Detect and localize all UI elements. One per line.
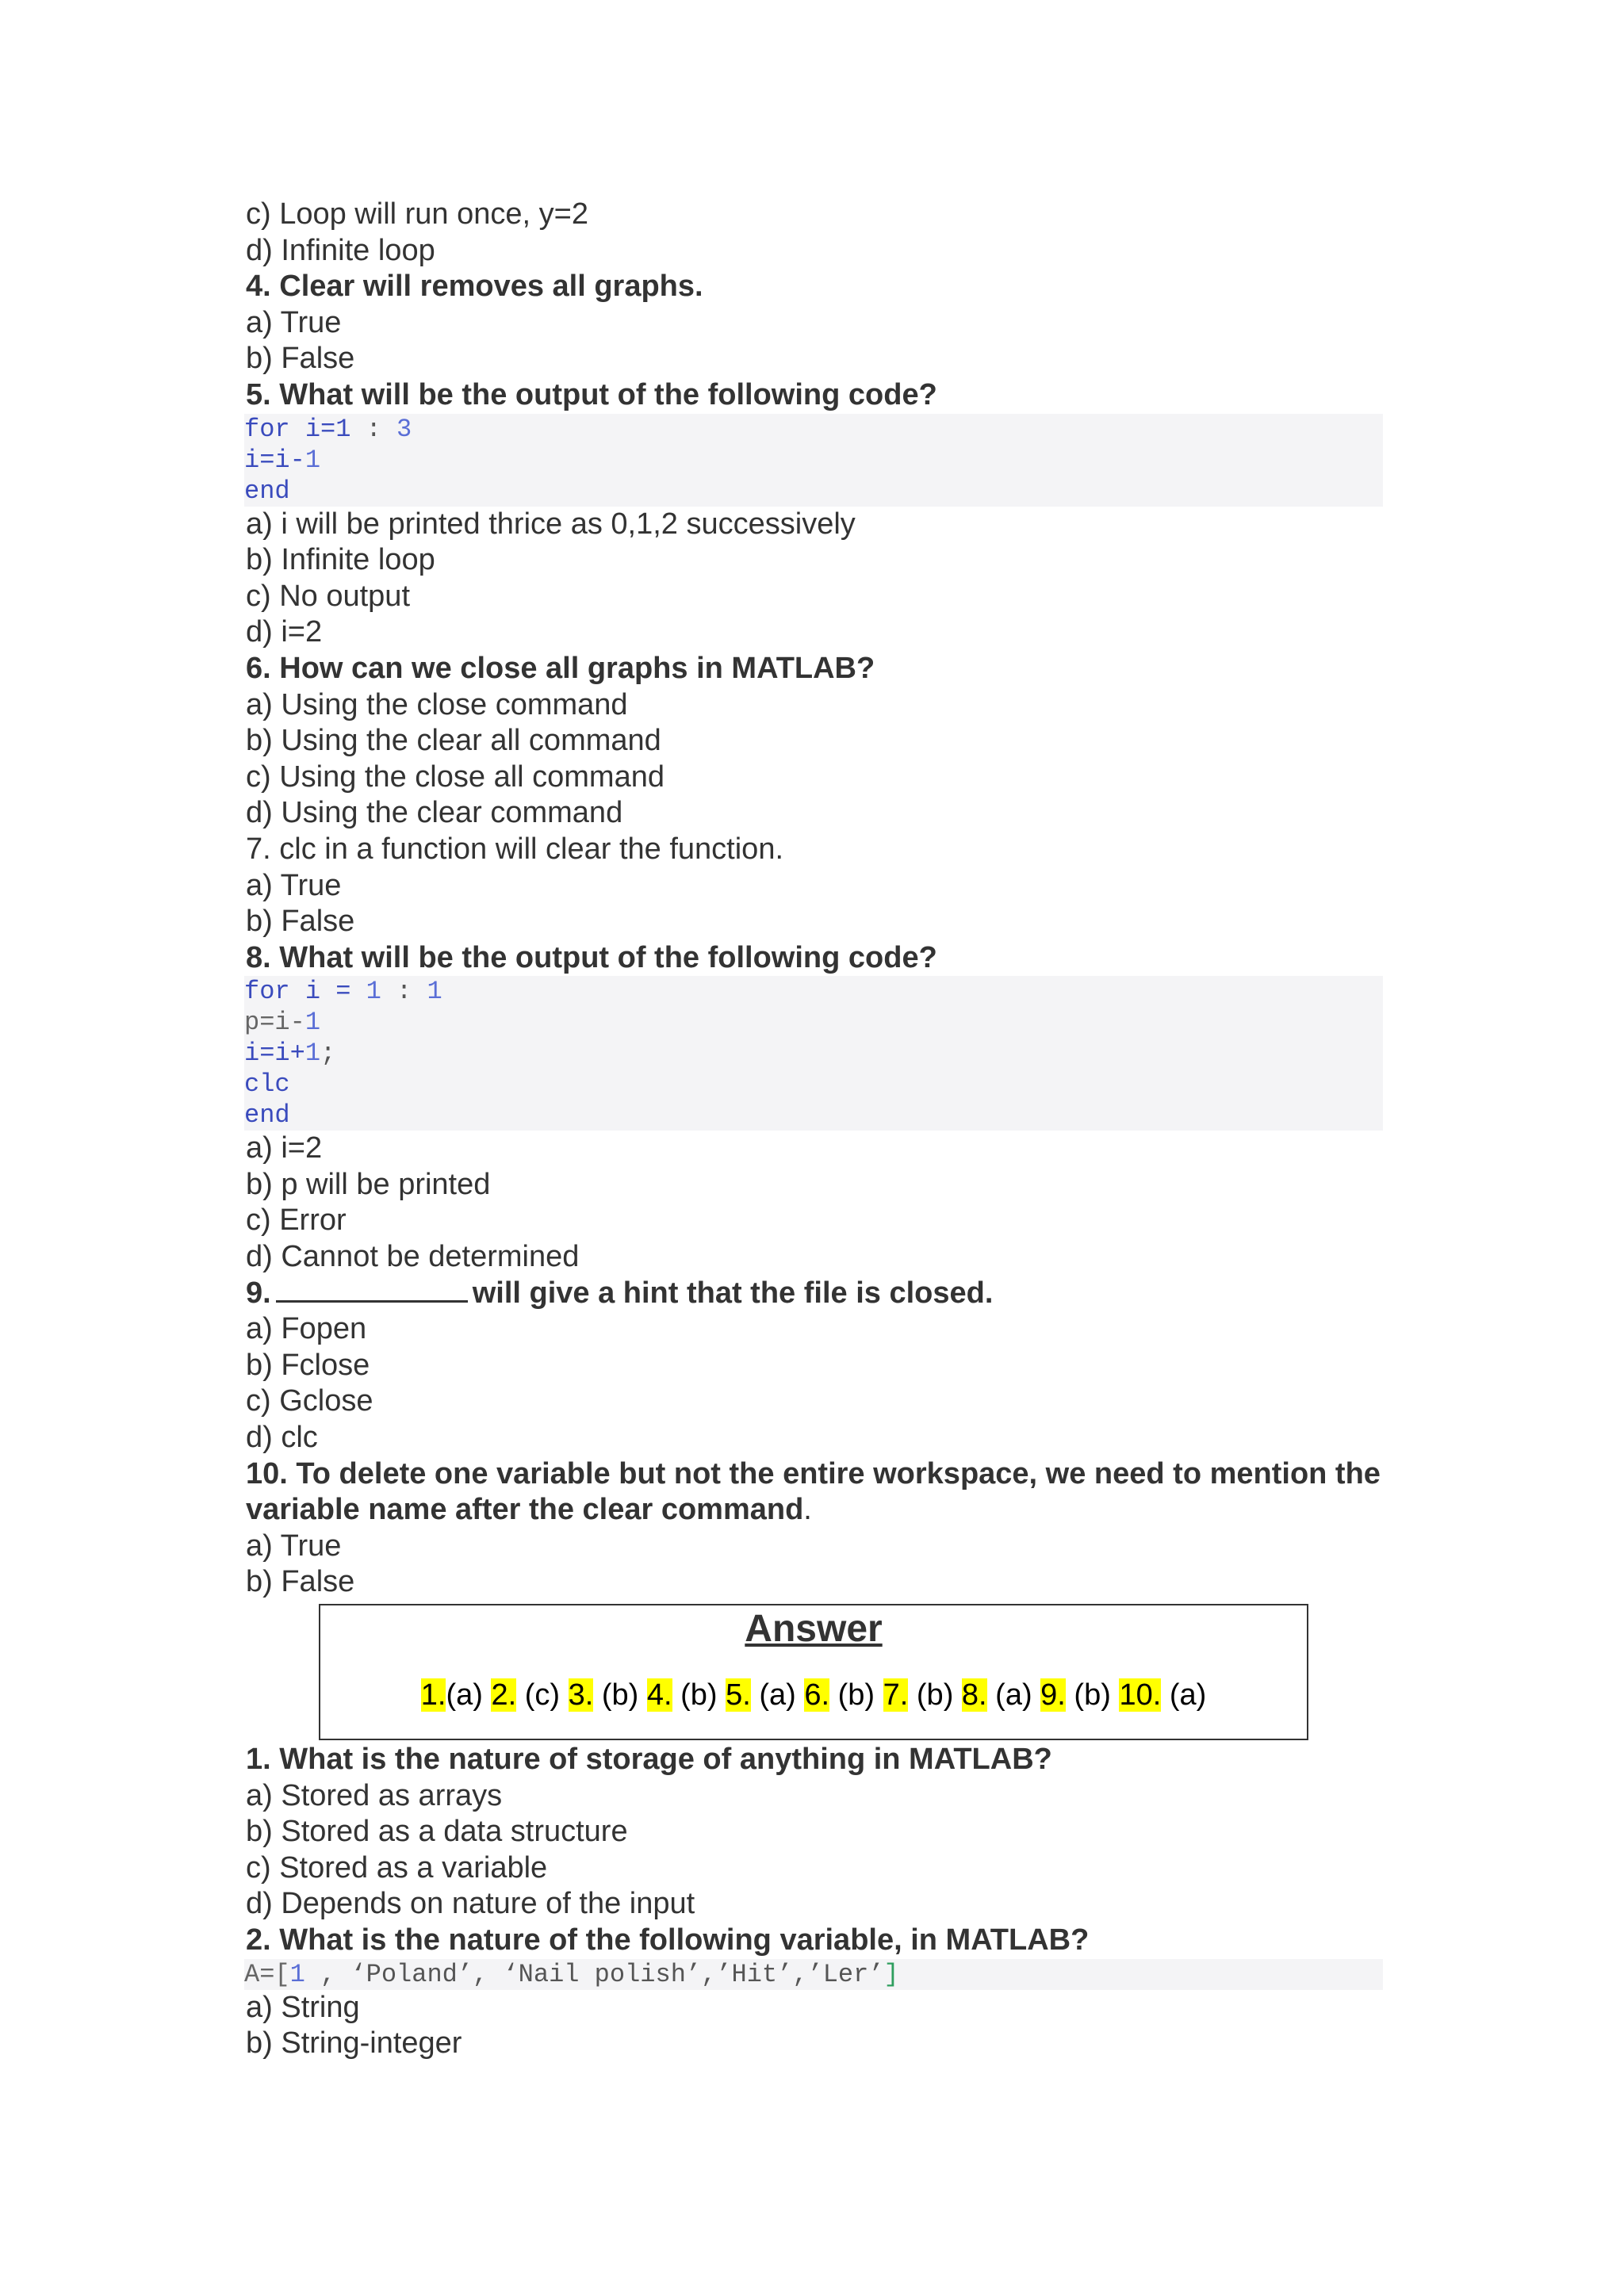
- answer-value: (a): [750, 1678, 805, 1712]
- option-line: a) Fopen: [246, 1312, 367, 1346]
- option-line: b) Stored as a data structure: [246, 1815, 628, 1849]
- answer-value: (a): [1161, 1678, 1207, 1712]
- code-token: 1: [304, 1039, 321, 1069]
- code-token: clc: [244, 1070, 290, 1100]
- option-line: d) Using the clear command: [246, 796, 623, 830]
- code-line: [244, 445, 1383, 476]
- code-token: 3: [396, 414, 412, 444]
- answer-number: 10.: [1119, 1678, 1162, 1712]
- option-line: d) Infinite loop: [246, 233, 435, 267]
- code-token: , ‘Poland’, ‘Nail polish’,’Hit’,’Ler’: [304, 1959, 884, 1989]
- answer-value: (b): [908, 1678, 962, 1712]
- code-token: i=i-: [244, 445, 305, 475]
- question-1: 1. What is the nature of storage of anything in MATLAB?: [246, 1743, 1052, 1776]
- code-token: i =: [289, 977, 366, 1007]
- code-block-q5: [244, 414, 1383, 507]
- question-6: 6. How can we close all graphs in MATLAB?: [246, 651, 875, 685]
- answer-number: 1.: [420, 1678, 446, 1712]
- option-line: a) String: [246, 1990, 360, 2024]
- code-line: [244, 476, 1383, 507]
- answer-value: (a): [986, 1678, 1041, 1712]
- answer-value: (b): [593, 1678, 647, 1712]
- answer-number: 7.: [883, 1678, 909, 1712]
- option-line: c) Using the close all command: [246, 760, 665, 794]
- option-line: a) i=2: [246, 1131, 323, 1165]
- answer-number: 5.: [726, 1678, 751, 1712]
- question-9: [246, 1276, 1383, 1312]
- code-token: 1: [304, 1008, 321, 1038]
- answer-key-row: [320, 1675, 1307, 1715]
- option-line: c) No output: [246, 579, 410, 613]
- question-9-number: 9.: [246, 1276, 271, 1310]
- code-token: :: [350, 414, 397, 444]
- option-line: d) Depends on nature of the input: [246, 1887, 695, 1921]
- code-token: 1: [366, 977, 381, 1007]
- option-line: b) False: [246, 1565, 355, 1599]
- option-line: a) i will be printed thrice as 0,1,2 successively: [246, 507, 856, 541]
- code-token: for: [244, 977, 290, 1007]
- answer-number: 6.: [804, 1678, 830, 1712]
- option-line: a) True: [246, 305, 342, 339]
- option-line: a) Using the close command: [246, 687, 628, 721]
- answer-key-box: [319, 1604, 1308, 1740]
- code-line: [244, 1007, 1383, 1038]
- option-line: b) String-integer: [246, 2026, 462, 2061]
- code-token: p=i-: [244, 1008, 305, 1038]
- code-block-q2: [244, 1959, 1383, 1990]
- answer-number: 8.: [961, 1678, 987, 1712]
- code-token: 1: [289, 1959, 305, 1989]
- answer-number: 9.: [1040, 1678, 1066, 1712]
- code-token: end: [244, 1100, 290, 1131]
- code-line: [244, 414, 1383, 445]
- answer-value: (b): [829, 1678, 883, 1712]
- question-4: 4. Clear will removes all graphs.: [246, 270, 703, 304]
- code-line: [244, 1100, 1383, 1131]
- option-line: d) clc: [246, 1421, 318, 1455]
- code-line: [244, 976, 1383, 1007]
- document-page: [246, 197, 1383, 2062]
- option-line: b) Infinite loop: [246, 543, 435, 577]
- answer-value: (b): [672, 1678, 726, 1712]
- option-line: b) False: [246, 342, 355, 376]
- question-7: 7. clc in a function will clear the function.: [246, 832, 784, 866]
- option-line: c) Stored as a variable: [246, 1850, 548, 1885]
- code-token: 1: [427, 977, 442, 1007]
- option-line: a) Stored as arrays: [246, 1778, 503, 1812]
- question-8: 8. What will be the output of the following code?: [246, 940, 937, 974]
- option-line: a) True: [246, 1529, 342, 1563]
- option-line: b) False: [246, 905, 355, 939]
- code-line: [244, 1959, 1383, 1990]
- code-token: end: [244, 476, 290, 506]
- fill-in-blank: [276, 1276, 468, 1303]
- answer-number: 4.: [646, 1678, 672, 1712]
- question-10-text: 10. To delete one variable but not the entire workspace, we need to mention the variable name after the clear command: [246, 1456, 1381, 1527]
- question-2: 2. What is the nature of the following variable, in MATLAB?: [246, 1923, 1090, 1957]
- code-token: i=i+: [244, 1039, 305, 1069]
- code-token: i=1: [304, 414, 351, 444]
- option-line: c) Error: [246, 1203, 347, 1238]
- code-token: A=[: [244, 1959, 290, 1989]
- code-token: ]: [883, 1959, 899, 1989]
- option-line: d) Cannot be determined: [246, 1240, 580, 1274]
- question-10: [246, 1456, 1383, 1529]
- code-token: 1: [304, 445, 321, 475]
- question-5: 5. What will be the output of the following code?: [246, 377, 937, 411]
- code-line: [244, 1069, 1383, 1100]
- code-block-q8: [244, 976, 1383, 1131]
- option-line: b) Using the clear all command: [246, 724, 661, 758]
- answer-title: Answer: [745, 1608, 883, 1650]
- code-token: ;: [320, 1039, 336, 1069]
- question-9-text: will give a hint that the file is closed.: [472, 1276, 994, 1310]
- question-10-period: .: [803, 1493, 812, 1527]
- answer-number: 3.: [568, 1678, 594, 1712]
- answer-value: (a): [446, 1678, 492, 1712]
- option-line: b) Fclose: [246, 1348, 370, 1382]
- option-line: b) p will be printed: [246, 1167, 491, 1201]
- option-line: c) Loop will run once, y=2: [246, 197, 588, 231]
- answer-value: (b): [1065, 1678, 1120, 1712]
- option-line: c) Gclose: [246, 1384, 373, 1418]
- option-line: a) True: [246, 868, 342, 902]
- code-token: [290, 415, 305, 444]
- code-line: [244, 1038, 1383, 1069]
- code-token: for: [244, 414, 290, 444]
- answer-number: 2.: [491, 1678, 517, 1712]
- code-token: :: [381, 977, 427, 1007]
- option-line: d) i=2: [246, 615, 323, 649]
- answer-value: (c): [516, 1678, 569, 1712]
